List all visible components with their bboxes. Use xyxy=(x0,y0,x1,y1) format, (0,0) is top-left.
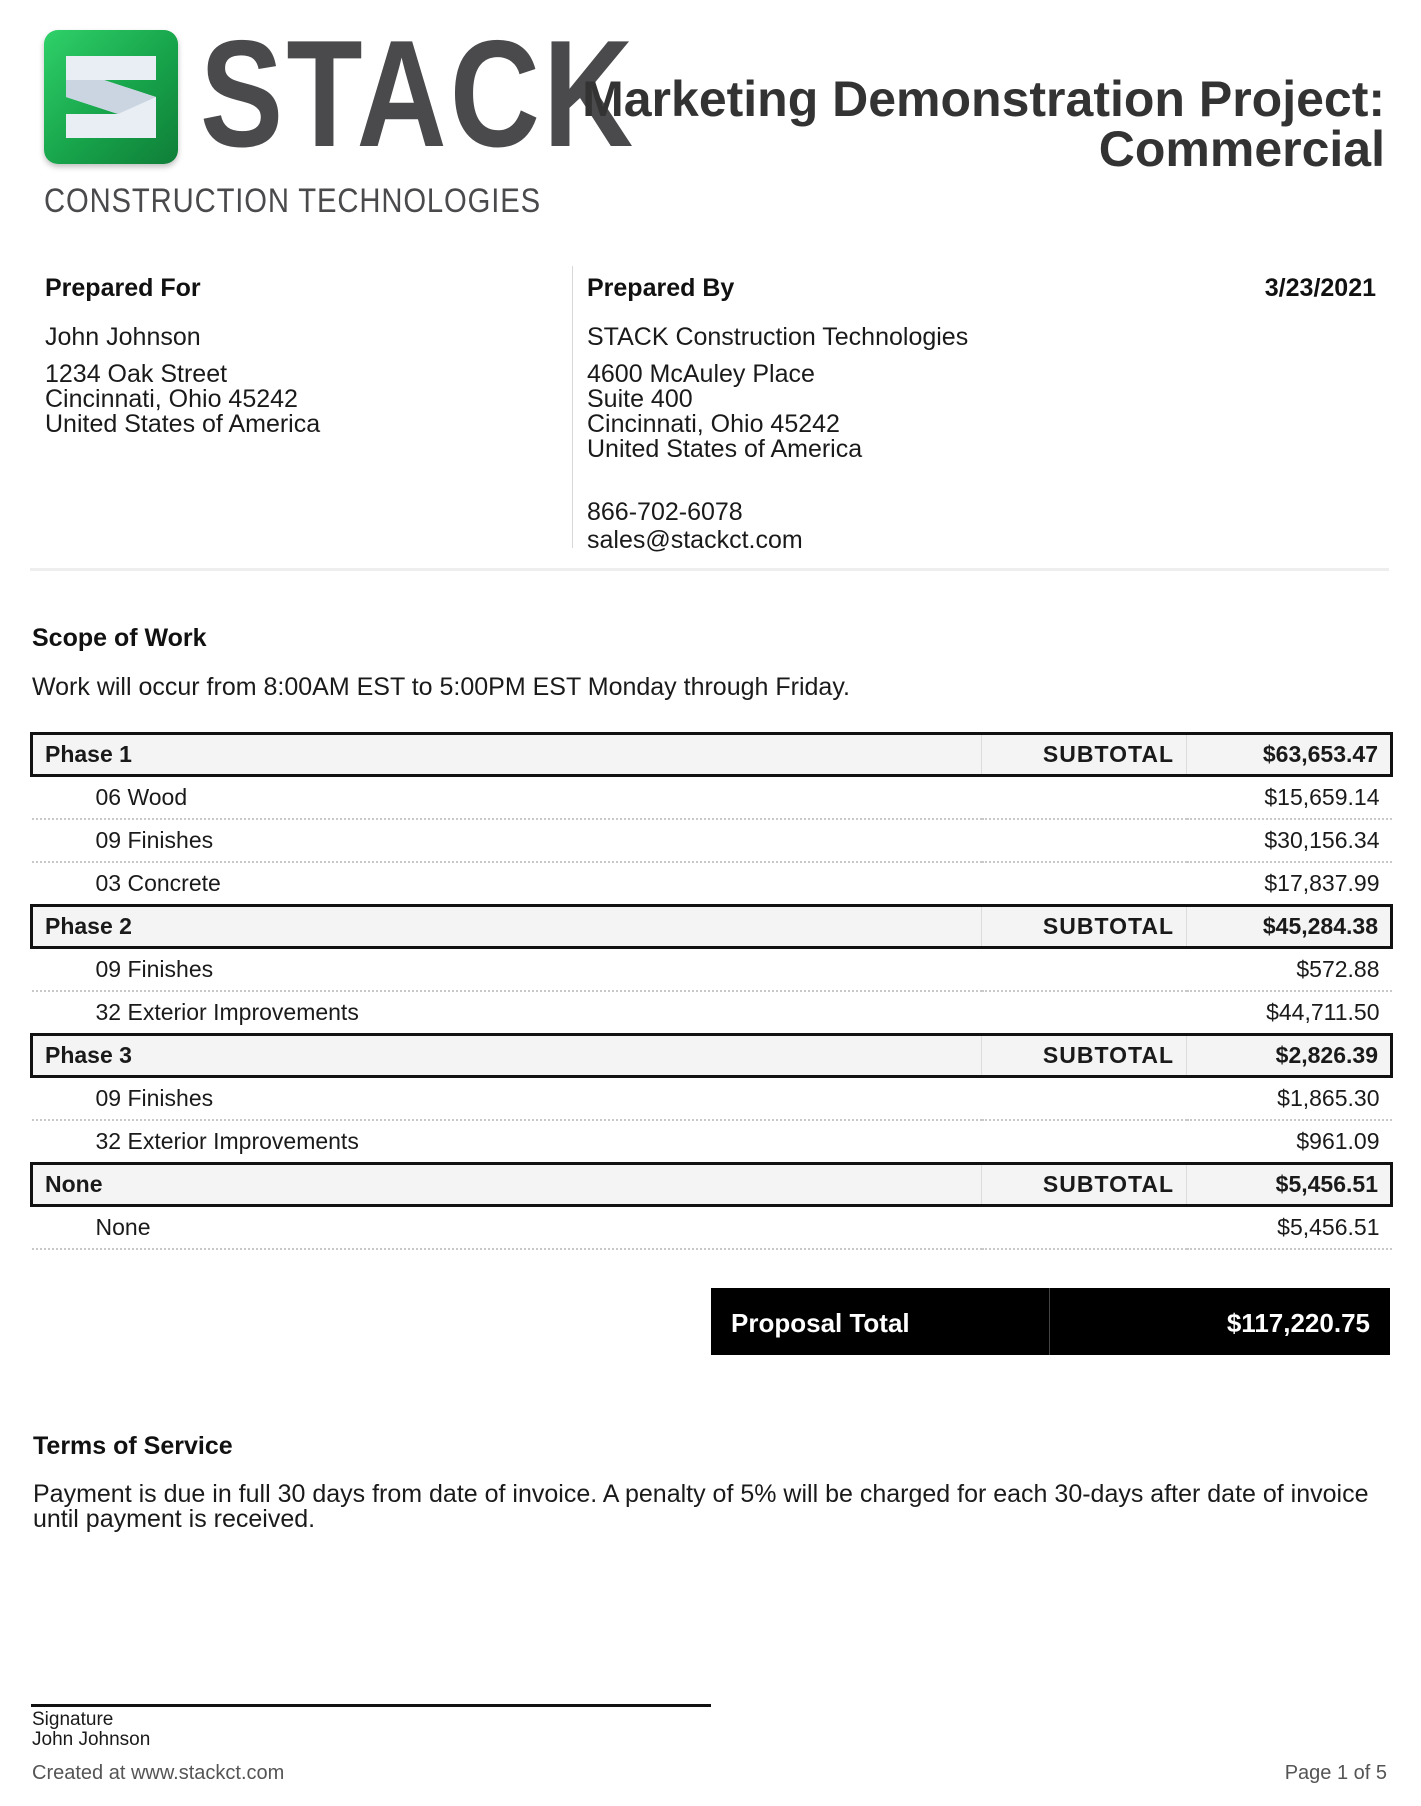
company-address xyxy=(587,362,862,462)
footer-created: Created at www.stackct.com xyxy=(32,1762,285,1784)
signature-label: Signature xyxy=(32,1709,114,1730)
terms-heading: Terms of Service xyxy=(33,1432,233,1460)
subtotal-label: SUBTOTAL xyxy=(982,1164,1187,1206)
line-item-row xyxy=(32,991,1392,1035)
line-item-name: 09 Finishes xyxy=(32,819,982,862)
line-item-amount: $5,456.51 xyxy=(1187,1206,1392,1250)
company-contact xyxy=(587,498,803,554)
company-city: Cincinnati, Ohio 45242 xyxy=(587,410,840,438)
line-item-name: 32 Exterior Improvements xyxy=(32,1120,982,1164)
line-item-name: 09 Finishes xyxy=(32,948,982,992)
line-item-amount: $1,865.30 xyxy=(1187,1077,1392,1121)
phase-row xyxy=(32,1164,1392,1206)
item-spacer-2 xyxy=(982,1120,1187,1164)
item-spacer-2 xyxy=(982,1077,1187,1121)
line-item-row xyxy=(32,819,1392,862)
client-name: John Johnson xyxy=(45,323,201,351)
line-item-row xyxy=(32,948,1392,992)
line-item-amount: $17,837.99 xyxy=(1187,862,1392,906)
subtotal-label: SUBTOTAL xyxy=(982,734,1187,776)
cost-table xyxy=(30,732,1393,1250)
terms-text: Payment is due in full 30 days from date of invoice. A penalty of 5% will be charged for each 30-days after date of invoice until payment is received. xyxy=(33,1480,1369,1533)
company-name: STACK Construction Technologies xyxy=(587,323,969,351)
prepared-for-heading: Prepared For xyxy=(45,274,201,302)
company-email: sales@stackct.com xyxy=(587,526,803,554)
phase-name: Phase 2 xyxy=(32,906,982,948)
proposal-total-label: Proposal Total xyxy=(731,1308,910,1338)
company-suite: Suite 400 xyxy=(587,385,693,413)
logo-subtitle: CONSTRUCTION TECHNOLOGIES xyxy=(44,182,541,220)
column-divider xyxy=(572,266,573,548)
phase-row xyxy=(32,734,1392,776)
phase-row xyxy=(32,906,1392,948)
prepared-by-heading: Prepared By xyxy=(587,274,735,302)
company-street: 4600 McAuley Place xyxy=(587,360,815,388)
line-item-row xyxy=(32,776,1392,820)
line-item-amount: $961.09 xyxy=(1187,1120,1392,1164)
line-item-name: 03 Concrete xyxy=(32,862,982,906)
item-spacer-2 xyxy=(982,862,1187,906)
client-country: United States of America xyxy=(45,410,321,438)
phase-name: None xyxy=(32,1164,982,1206)
phase-row xyxy=(32,1035,1392,1077)
section-divider xyxy=(30,568,1389,571)
item-spacer-2 xyxy=(982,991,1187,1035)
logo-wordmark: STACK xyxy=(200,9,637,179)
total-divider xyxy=(1049,1288,1050,1355)
item-spacer-2 xyxy=(982,1206,1187,1250)
subtotal-value: $5,456.51 xyxy=(1187,1164,1392,1206)
signature-name: John Johnson xyxy=(32,1729,151,1750)
line-item-name: 09 Finishes xyxy=(32,1077,982,1121)
document-date: 3/23/2021 xyxy=(1264,274,1376,302)
phase-name: Phase 3 xyxy=(32,1035,982,1077)
title-line-1: Marketing Demonstration Project: xyxy=(582,71,1385,127)
item-spacer-2 xyxy=(982,776,1187,820)
signature-block xyxy=(32,1710,150,1750)
subtotal-value: $45,284.38 xyxy=(1187,906,1392,948)
document-title xyxy=(565,71,1385,177)
line-item-row xyxy=(32,1206,1392,1250)
client-street: 1234 Oak Street xyxy=(45,360,228,388)
line-item-name: 32 Exterior Improvements xyxy=(32,991,982,1035)
line-item-row xyxy=(32,862,1392,906)
line-item-amount: $572.88 xyxy=(1187,948,1392,992)
line-item-amount: $30,156.34 xyxy=(1187,819,1392,862)
title-line-2: Commercial xyxy=(1098,121,1385,177)
client-city: Cincinnati, Ohio 45242 xyxy=(45,385,298,413)
company-country: United States of America xyxy=(587,435,863,463)
line-item-name: None xyxy=(32,1206,982,1250)
line-item-row xyxy=(32,1077,1392,1121)
phase-name: Phase 1 xyxy=(32,734,982,776)
logo-mark-icon xyxy=(44,30,178,164)
item-spacer-2 xyxy=(982,819,1187,862)
client-address xyxy=(45,362,320,437)
scope-heading: Scope of Work xyxy=(32,624,207,652)
line-item-name: 06 Wood xyxy=(32,776,982,820)
signature-line xyxy=(31,1704,711,1707)
scope-text: Work will occur from 8:00AM EST to 5:00PM EST Monday through Friday. xyxy=(32,673,850,701)
line-item-amount: $44,711.50 xyxy=(1187,991,1392,1035)
proposal-total-box xyxy=(711,1288,1390,1355)
company-phone: 866-702-6078 xyxy=(587,498,743,526)
line-item-amount: $15,659.14 xyxy=(1187,776,1392,820)
page-number: Page 1 of 5 xyxy=(1284,1762,1387,1784)
subtotal-value: $2,826.39 xyxy=(1187,1035,1392,1077)
item-spacer-2 xyxy=(982,948,1187,992)
line-item-row xyxy=(32,1120,1392,1164)
subtotal-label: SUBTOTAL xyxy=(982,906,1187,948)
proposal-total-value: $117,220.75 xyxy=(1226,1308,1370,1338)
subtotal-label: SUBTOTAL xyxy=(982,1035,1187,1077)
subtotal-value: $63,653.47 xyxy=(1187,734,1392,776)
